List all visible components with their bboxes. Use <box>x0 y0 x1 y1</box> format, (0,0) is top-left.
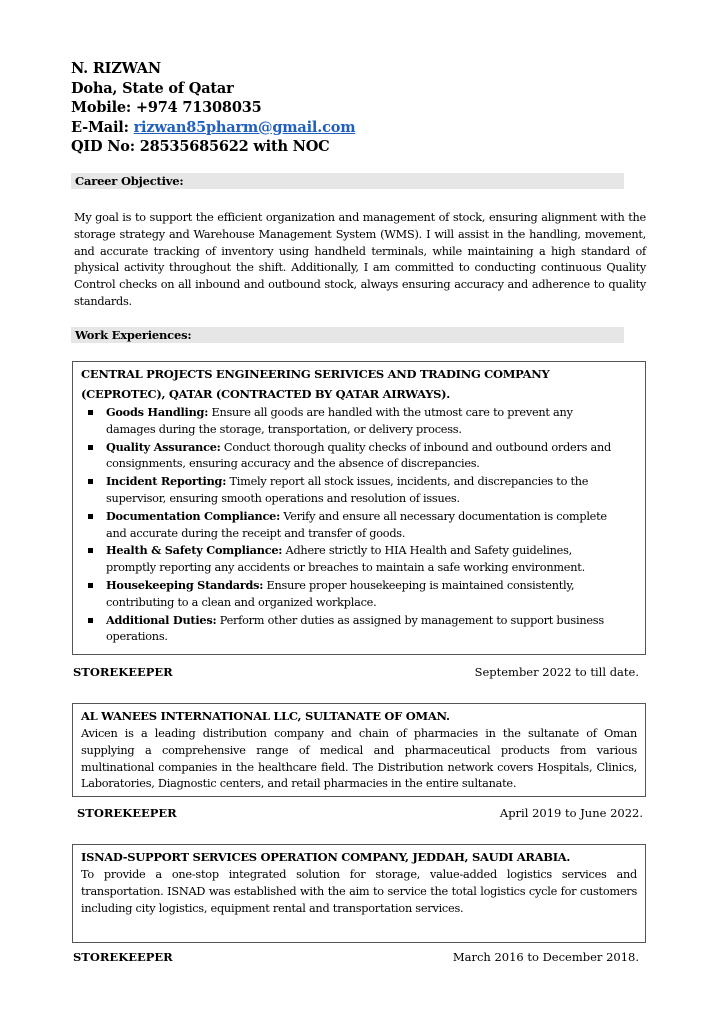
work-experiences-heading: Work Experiences: <box>71 327 624 343</box>
company-name: CENTRAL PROJECTS ENGINEERING SERIVICES AND TRADING COMPANY <box>81 367 550 381</box>
duty-title: Documentation Compliance: <box>106 508 280 523</box>
duty-item <box>106 404 616 439</box>
duty-title: Goods Handling: <box>106 405 209 419</box>
duty-text: Ensure proper housekeeping is maintained consistently, contributing to a clean and organized workplace. <box>106 578 575 609</box>
email-label: E-Mail: <box>71 118 134 136</box>
bullet-icon <box>88 479 93 484</box>
duty-text: Verify and ensure all necessary documentation is complete and accurate during the receipt and transfer of goods. <box>106 509 607 540</box>
duty-text: Perform other duties as assigned by management to support business operations. <box>106 613 604 644</box>
role-dates: September 2022 to till date. <box>474 665 639 679</box>
duty-title: Quality Assurance: <box>106 439 221 454</box>
duty-item <box>106 577 616 612</box>
candidate-qid: QID No: 28535685622 with NOC <box>71 138 330 155</box>
duty-item <box>106 439 616 474</box>
bullet-icon <box>88 514 93 519</box>
company-description: Avicen is a leading distribution company and chain of pharmacies in the sultanate of Oman supplying a comprehensive range of medical and pharmaceutical products from various multinational companies in the healthcare field. The Distribution network covers Hospitals, Clinics, Laboratories, Diagnostic centers, and retail pharmacies in the entire sultanate. <box>81 727 637 791</box>
role-title: STOREKEEPER <box>73 950 173 964</box>
bullet-icon <box>88 618 93 623</box>
role-dates: April 2019 to June 2022. <box>499 806 643 820</box>
role-title: STOREKEEPER <box>77 806 177 820</box>
duty-title: Housekeeping Standards: <box>106 577 264 592</box>
bullet-icon <box>88 410 93 415</box>
candidate-location: Doha, State of Qatar <box>71 79 234 97</box>
company-name: ISNAD-SUPPORT SERVICES OPERATION COMPANY, JEDDAH, SAUDI ARABIA. <box>81 850 571 864</box>
candidate-mobile: Mobile: +974 71308035 <box>71 99 262 116</box>
duty-title: Additional Duties: <box>106 612 217 627</box>
company-name: AL WANEES INTERNATIONAL LLC, SULTANATE OF OMAN. <box>81 709 450 723</box>
duty-title: Health & Safety Compliance: <box>106 543 283 558</box>
duty-item <box>106 542 616 577</box>
candidate-email-line <box>71 118 355 138</box>
duties-list <box>81 404 637 646</box>
candidate-name: N. RIZWAN <box>71 60 161 77</box>
bullet-icon <box>88 583 93 588</box>
duty-text: Conduct thorough quality checks of inbound and outbound orders and consignments, ensuring accuracy and the absence of discrepancies. <box>106 440 612 471</box>
bullet-icon <box>88 445 93 450</box>
duty-text: Timely report all stock issues, incidents, and discrepancies to the supervisor, ensuring smooth operations and resolution of issues. <box>106 475 589 505</box>
role-dates: March 2016 to December 2018. <box>452 950 639 964</box>
duty-item <box>106 473 616 508</box>
duty-text: Ensure all goods are handled with the utmost care to prevent any damages during the storage, transportation, or delivery process. <box>106 406 573 436</box>
job-box-isnad <box>72 844 646 943</box>
duty-text: Adhere strictly to HIA Health and Safety guidelines, promptly reporting any accidents or breaches to maintain a safe working environment. <box>106 544 585 575</box>
role-title: STOREKEEPER <box>73 665 173 679</box>
job-box-ceprotec <box>72 361 646 655</box>
company-name-continued: (CEPROTEC), QATAR (CONTRACTED BY QATAR AIRWAYS). <box>81 387 450 401</box>
bullet-icon <box>88 548 93 553</box>
career-objective-heading: Career Objective: <box>71 173 624 189</box>
company-description: To provide a one-stop integrated solution for storage, value-added logistics services and transportation. ISNAD was established with the aim to service the total logistics cycle for customers including city logistics, equipment rental and transportation services. <box>81 868 637 915</box>
duty-item <box>106 612 616 647</box>
job-box-al-wanees <box>72 703 646 797</box>
email-link[interactable]: rizwan85pharm@gmail.com <box>133 118 356 136</box>
duty-title: Incident Reporting: <box>106 474 227 489</box>
role-row <box>73 663 643 681</box>
duty-item <box>106 508 616 543</box>
contact-header <box>71 59 355 157</box>
career-objective-text: My goal is to support the efficient organization and management of stock, ensuring alignment with the storage strategy and Warehouse Management System (WMS). I will assist in the handling, movement, and accurate tracking of inventory using handheld terminals, while maintaining a high standard of physical activity throughout the shift. Additionally, I am committed to conducting continuous Quality Control checks on all inbound and outbound stock, always ensuring accuracy and adherence to quality standards. <box>74 211 646 308</box>
role-row <box>77 804 643 822</box>
role-row <box>73 948 643 966</box>
